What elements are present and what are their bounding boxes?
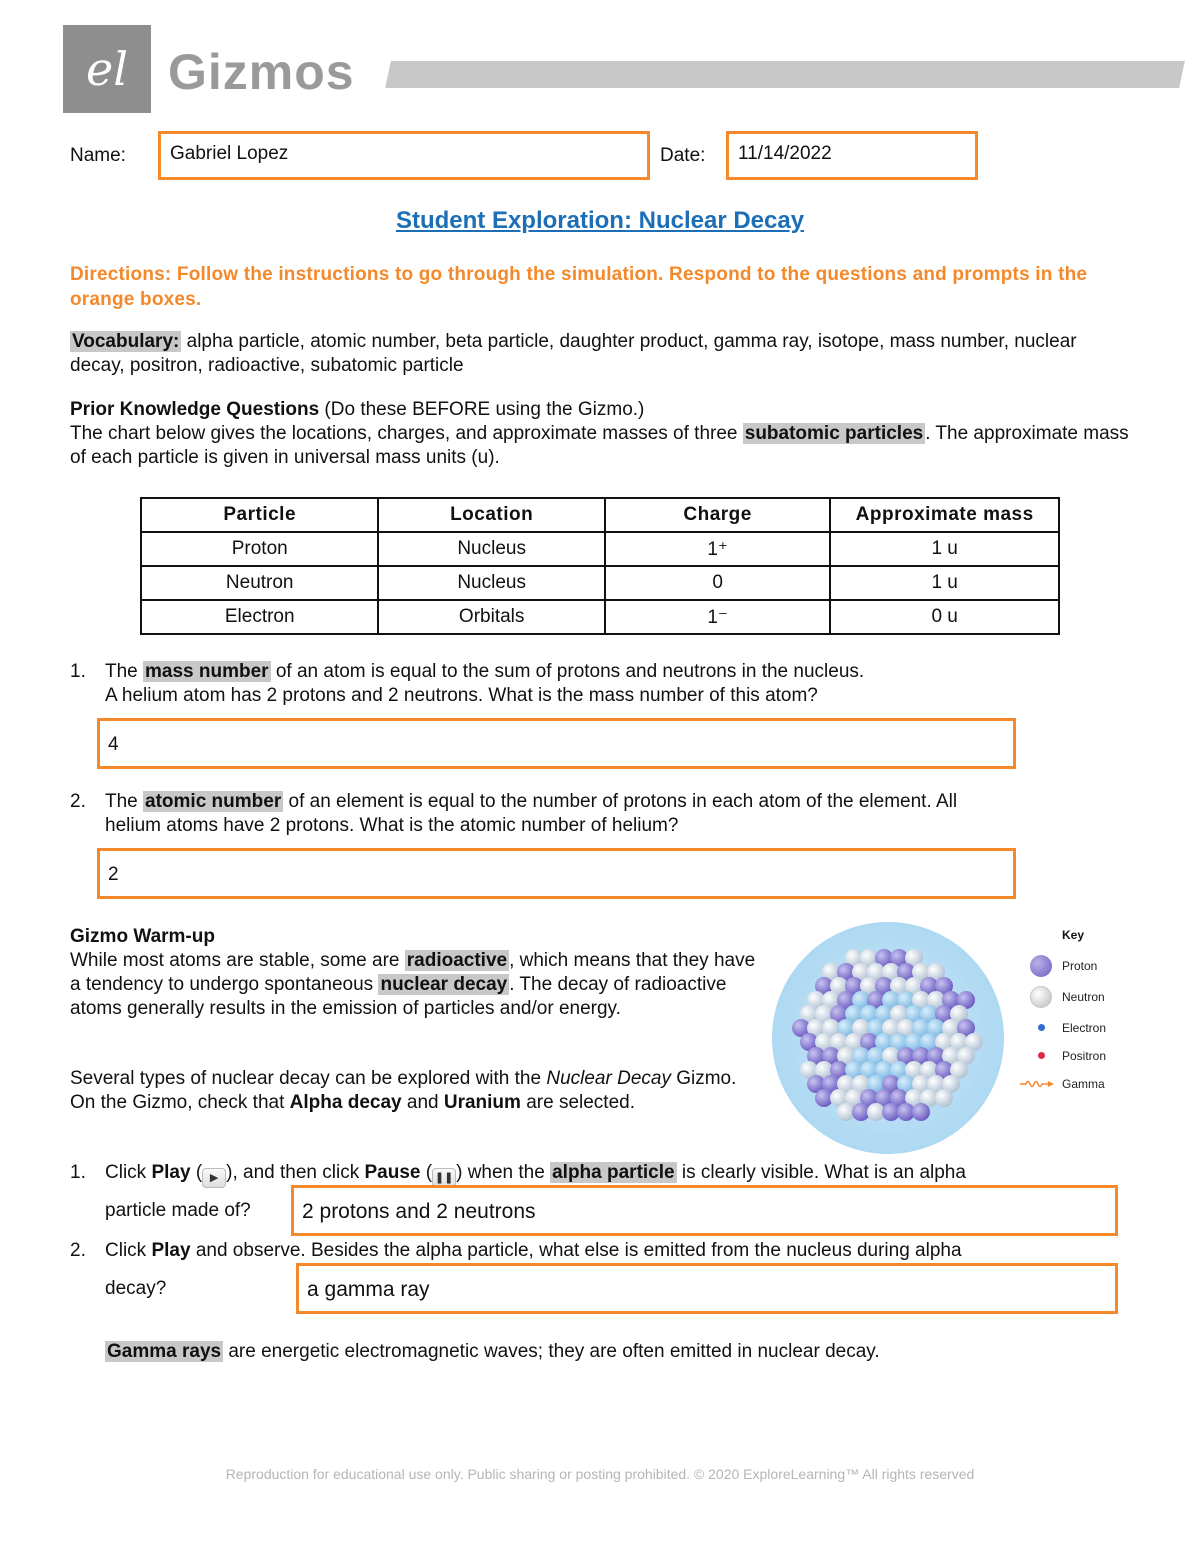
key-label-positron: Positron <box>1062 1049 1107 1063</box>
q1-number: 1. <box>70 661 86 682</box>
w2-answer-field[interactable]: a gamma ray <box>296 1263 1118 1314</box>
gamma-note <box>105 1340 1105 1364</box>
nucleus-svg <box>772 922 1004 1154</box>
w1-text-e: ) when the <box>456 1162 551 1183</box>
proton-icon <box>1030 955 1052 977</box>
date-label: Date: <box>660 145 706 166</box>
prior-heading-note: (Do these BEFORE using the Gizmo.) <box>319 399 645 420</box>
warmup-p2-a: Several types of nuclear decay can be explored with the <box>70 1068 547 1089</box>
key-label-proton: Proton <box>1062 959 1098 973</box>
name-field[interactable]: Gabriel Lopez <box>158 131 650 180</box>
term-subatomic-particles: subatomic particles <box>744 423 924 444</box>
w2-text <box>105 1239 1105 1263</box>
q2-answer-field[interactable]: 2 <box>97 848 1016 899</box>
table-header: Charge <box>605 498 830 532</box>
warmup-p1-b: , which means that they have a tendency to undergo spontaneous <box>70 950 756 995</box>
q1-text-line2: A helium atom has 2 protons and 2 neutrons. What is the mass number of this atom? <box>105 685 818 706</box>
w1-play-word: Play <box>151 1162 191 1183</box>
warmup-setup <box>70 1067 760 1115</box>
prior-knowledge <box>70 398 1130 470</box>
table-header: Approximate mass <box>830 498 1059 532</box>
table-cell: 1⁻ <box>605 600 830 634</box>
term-atomic-number: atomic number <box>145 791 282 812</box>
option-alpha-decay: Alpha decay <box>289 1092 402 1113</box>
table-cell: Orbitals <box>378 600 604 634</box>
term-gamma-rays: Gamma rays <box>107 1341 222 1362</box>
key-item-positron <box>1030 1049 1140 1069</box>
pause-icon: ❚❚ <box>432 1168 456 1188</box>
q2-text <box>105 790 1105 838</box>
table-cell: Nucleus <box>378 532 604 566</box>
term-mass-number: mass number <box>145 661 269 682</box>
w1-text <box>105 1161 1105 1188</box>
neutron-icon <box>1030 986 1052 1008</box>
prior-intro-b: . The approximate mass of each particle is given in universal mass units (u). <box>70 423 1129 468</box>
table-cell: Neutron <box>141 566 378 600</box>
gamma-wave-icon <box>1020 1079 1056 1089</box>
warmup-p2-d: are selected. <box>520 1092 636 1113</box>
page-title: Student Exploration: Nuclear Decay <box>395 207 805 234</box>
w1-answer-field[interactable]: 2 protons and 2 neutrons <box>291 1185 1118 1236</box>
key-item-proton <box>1030 959 1140 979</box>
w1-text-c: ), and then click <box>226 1162 365 1183</box>
warmup-p2-c: and <box>401 1092 444 1113</box>
w2-text-a: Click <box>105 1240 152 1261</box>
term-nuclear-decay: nuclear decay <box>380 974 508 995</box>
table-cell: 0 u <box>830 600 1059 634</box>
q2-text-a: The <box>105 791 144 812</box>
key-item-neutron <box>1030 990 1140 1010</box>
nucleus-illustration <box>772 922 1004 1154</box>
option-uranium: Uranium <box>443 1092 521 1113</box>
prior-intro-a: The chart below gives the locations, charges, and approximate masses of three <box>70 423 743 444</box>
q2-text-b: of an element is equal to the number of protons in each atom of the element. All <box>283 791 958 812</box>
name-label: Name: <box>70 145 126 166</box>
w1-pause-word: Pause <box>364 1162 421 1183</box>
warmup-p2-b: Gizmo. On the Gizmo, check that <box>70 1068 737 1113</box>
warmup-p1-c: . The decay of radioactive atoms generally results in the emission of particles and/or energy. <box>70 974 727 1019</box>
header-bar <box>385 61 1185 88</box>
table-header-row <box>141 498 1059 532</box>
play-icon: ▶ <box>202 1168 226 1188</box>
w2-text-line2: decay? <box>105 1278 167 1299</box>
logo-mark: el <box>86 42 128 96</box>
table-cell: Proton <box>141 532 378 566</box>
w1-text-line2: particle made of? <box>105 1200 251 1221</box>
warmup-p1-a: While most atoms are stable, some are <box>70 950 405 971</box>
q2-number: 2. <box>70 791 86 812</box>
key-label-electron: Electron <box>1062 1021 1107 1035</box>
table-row <box>141 600 1059 634</box>
electron-icon <box>1038 1024 1045 1031</box>
w1-text-f: is clearly visible. What is an alpha <box>676 1162 966 1183</box>
table-cell: Electron <box>141 600 378 634</box>
table-cell: 1⁺ <box>605 532 830 566</box>
key-label-neutron: Neutron <box>1062 990 1105 1004</box>
logo <box>63 25 151 113</box>
term-alpha-particle: alpha particle <box>552 1162 675 1183</box>
table-row <box>141 566 1059 600</box>
table-header: Particle <box>141 498 378 532</box>
gamma-note-text: are energetic electromagnetic waves; they are often emitted in nuclear decay. <box>223 1341 880 1362</box>
w1-text-d: ( <box>420 1162 433 1183</box>
date-field[interactable]: 11/14/2022 <box>726 131 978 180</box>
table-header: Location <box>378 498 604 532</box>
brand-name: Gizmos <box>168 44 355 100</box>
q2-text-line2: helium atoms have 2 protons. What is the atomic number of helium? <box>105 815 679 836</box>
w2-play-word: Play <box>151 1240 191 1261</box>
key-item-electron <box>1030 1021 1140 1041</box>
vocabulary-text: alpha particle, atomic number, beta particle, daughter product, gamma ray, isotope, mass number, nuclear decay, positron, radioactive, subatomic particle <box>70 331 1077 376</box>
nucleon <box>935 1089 953 1107</box>
nucleon <box>912 1103 930 1121</box>
w2-text-b: and observe. Besides the alpha particle, what else is emitted from the nucleus during alpha <box>190 1240 962 1261</box>
footer-copyright: Reproduction for educational use only. Public sharing or posting prohibited. © 2020 ExploreLearning™ All rights reserved <box>225 1466 975 1482</box>
key-label-gamma: Gamma <box>1062 1077 1105 1091</box>
table-cell: 1 u <box>830 566 1059 600</box>
warmup-intro <box>70 925 760 1021</box>
table-row <box>141 532 1059 566</box>
table-cell: Nucleus <box>378 566 604 600</box>
positron-icon <box>1038 1052 1045 1059</box>
w1-text-b: ( <box>190 1162 203 1183</box>
key-item-gamma <box>1020 1077 1140 1097</box>
key-title: Key <box>1062 928 1085 942</box>
q1-answer-field[interactable]: 4 <box>97 718 1016 769</box>
w2-number: 2. <box>70 1240 86 1261</box>
warmup-heading: Gizmo Warm-up <box>70 926 215 947</box>
directions: Directions: Follow the instructions to go through the simulation. Respond to the questions and prompts in the orange boxes. <box>70 264 1088 310</box>
q1-text-a: The <box>105 661 144 682</box>
q1-text-b: of an atom is equal to the sum of protons and neutrons in the nucleus. <box>270 661 865 682</box>
vocabulary-label: Vocabulary: <box>72 331 180 352</box>
table-cell: 1 u <box>830 532 1059 566</box>
w1-number: 1. <box>70 1162 86 1183</box>
w1-text-a: Click <box>105 1162 152 1183</box>
q1-text <box>105 660 1105 708</box>
vocabulary <box>70 330 1130 378</box>
gizmo-name: Nuclear Decay <box>546 1068 671 1089</box>
particle-table <box>140 497 1060 635</box>
table-cell: 0 <box>605 566 830 600</box>
prior-heading: Prior Knowledge Questions <box>70 399 320 420</box>
term-radioactive: radioactive <box>406 950 508 971</box>
